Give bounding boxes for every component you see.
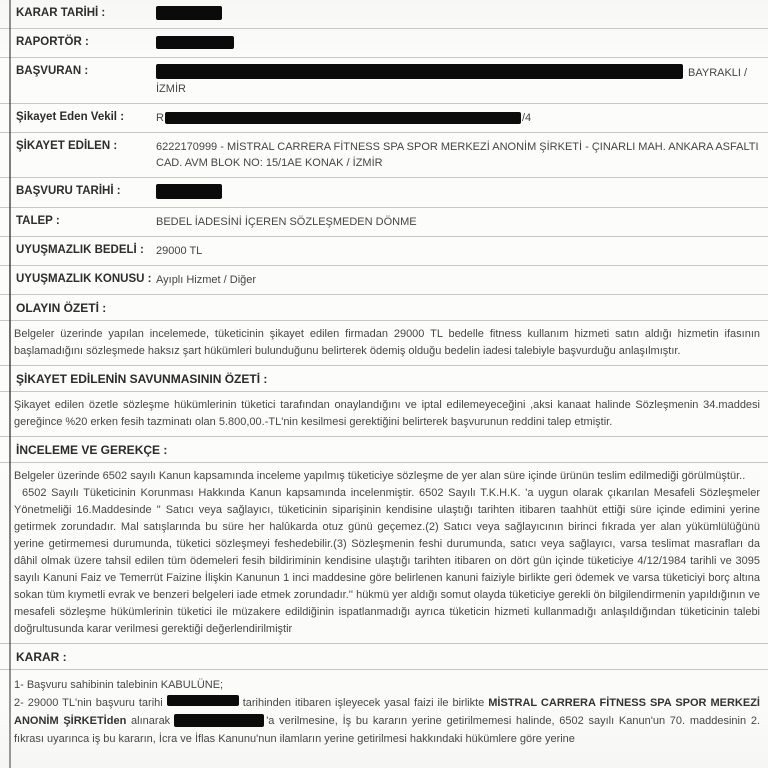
field-label: Şikayet Eden Vekil : [16,111,125,123]
row-raportor [0,29,768,58]
paragraph: Belgeler üzerinde 6502 sayılı Kanun kapsamında inceleme yapılmış tüketiciye sözleşme de yer alan süre içinde ürünün teslim edilmediği görülmüştür.. [14,470,746,482]
redaction-bar [156,36,234,49]
field-label: RAPORTÖR : [16,36,89,48]
field-value: 29000 TL [156,245,203,257]
karar-item-2-text: alınarak [131,715,171,727]
paragraph: Belgeler üzerinde yapılan incelemede, tüketicinin şikayet edilen firmadan 29000 TL bedelle fitness kullanım hizmeti satın aldığı hizmetin ifasının başlamadığını sözleşmede haksız şart hükümleri bulunduğunu belirterek ödemiş olduğu bedelin iadesi talebiyle başvurduğu anlaşılmıştır. [14,328,760,357]
karar-item-2-text: 'a verilmesine, İş bu kararın yerine getirilmemesi halinde, 6502 sayılı Kanun'un 70. maddesinin 2. fıkrası uyarınca iş bu kararın, İcra ve İflas Kanunu'nun ilamların yerine getirilmesi hakkındaki hükümlere göre yerine [14,715,760,745]
karar-item-1: 1- Başvuru sahibinin talebinin KABULÜNE; [14,679,224,691]
row-sikayet-edilen [0,133,768,178]
section-body-savunma-ozeti [0,392,768,437]
paragraph: 6502 Sayılı Tüketicinin Korunması Hakkında Kanun kapsamında incelenmiştir. 6502 Sayılı T.K.H.K. 'a uygun olarak çıkarılan Mesafeli Sözleşmeler Yönetmeliği 16.Maddesinde '' Satıcı veya sağlayıcı, tüketicinin siparişinin kendisine ulaştığı tarihten itibaren taahhüt ettiği süre içinde edimini yerine getirmek zorundadır. Mal satışlarında bu süre her halûkarda otuz günü geçemez.(2) Satıcı veya sağlayıcının birinci fıkrada yer alan yükümlülüğünü yerine getirmemesi durumunda, tüketici sözleşmeyi feshedebilir.(3) Sözleşmenin feshi durumunda, satıcı veya sağlayıcı, varsa teslimat masrafları da dâhil olmak üzere tahsil edilen tüm ödemeleri fesih bildiriminin kendisine ulaştığı tarihten itibaren on dört gün içinde tüketiciye 4/12/1984 tarihli ve 3095 sayılı Kanuni Faiz ve Temerrüt Faizine İlişkin Kanunun 1 inci maddesine göre belirlenen kanuni faiziyle birlikte geri ödemek ve varsa tüketiciyi borç altına sokan tüm kıymetli evrak ve benzeri belgeleri iade etmek zorundadır.'' hükmü yer aldığı somut olayda tüketiciye gerekli ön bilgilendirmenin yapıldığının ve mesafeli sözleşme hükümlerinin tüketici ile müzakere edildiğinin ispatlanmadığı ayrıca tüketicin hizmeti kullanmadığı anlaşıldığından tüketicinin talebi doğrultusunda karar verilmesi gerektiği değerlendirilmiştir [14,487,760,635]
field-label: BAŞVURAN : [16,65,89,77]
field-label: UYUŞMAZLIK KONUSU : [16,273,152,285]
field-label: KARAR TARİHİ : [16,7,106,19]
redaction-bar [167,695,239,706]
field-label: TALEP : [16,215,60,227]
field-value-prefix: R [156,112,164,124]
redaction-bar [156,6,222,20]
section-heading-savunma-ozeti: ŞİKAYET EDİLENİN SAVUNMASININ ÖZETİ : [0,366,768,392]
redaction-bar [165,112,521,124]
field-value: 6222170999 - MİSTRAL CARRERA FİTNESS SPA SPOR MERKEZİ ANONİM ŞİRKETİ - ÇINARLI MAH. ANKARA ASFALTI CAD. AVM BLOK NO: 15/1AE KONAK / İZMİR [156,141,759,169]
section-body-olayin-ozeti [0,321,768,366]
field-value: BEDEL İADESİNİ İÇEREN SÖZLEŞMEDEN DÖNME [156,216,417,228]
left-border-line [9,0,11,768]
row-talep [0,208,768,237]
section-heading-olayin-ozeti: OLAYIN ÖZETİ : [0,295,768,321]
field-value-line2: İZMİR [156,83,186,95]
redaction-bar [156,184,222,199]
karar-item-2 [14,694,760,748]
field-label: ŞİKAYET EDİLEN : [16,140,118,152]
company-name: MİSTRAL CARRERA FİTNESS SPA SPOR MERKEZİ ANONİM ŞİRKETİden [14,697,760,727]
section-body-inceleme-gerekce [0,463,768,644]
field-value-suffix: /4 [521,112,532,124]
section-heading-inceleme-gerekce: İNCELEME VE GEREKÇE : [0,437,768,463]
row-uyusmazlik-bedeli [0,237,768,266]
paragraph: Şikayet edilen özetle sözleşme hükümlerinin tüketici tarafından onaylandığını ve iptal edilemeyeceğini ,aksi kanaat halinde Sözleşmenin 34.maddesi gereğince %20 erken fesih tazminatı olan 5.800,00.-TL'nin kesilmesi gerektiğini belirterek başvurunun reddini talep etmiştir. [14,399,760,428]
row-basvuran [0,58,768,104]
row-uyusmazlik-konusu [0,266,768,295]
karar-item-2-text: 2- 29000 TL'nin başvuru tarihi [14,697,163,709]
field-label: UYUŞMAZLIK BEDELİ : [16,244,144,256]
field-label: BAŞVURU TARİHİ : [16,185,121,197]
redaction-bar [156,64,683,79]
section-heading-karar: KARAR : [0,644,768,670]
row-sikayet-eden-vekil [0,104,768,133]
row-basvuru-tarihi [0,178,768,208]
section-body-karar [0,670,768,748]
row-karar-tarihi [0,0,768,29]
field-value: BAYRAKLI / [688,67,748,79]
redaction-bar [174,714,264,727]
field-value: Ayıplı Hizmet / Diğer [156,274,257,286]
karar-item-2-text: tarihinden itibaren işleyecek yasal faizi ile birlikte [242,697,485,709]
